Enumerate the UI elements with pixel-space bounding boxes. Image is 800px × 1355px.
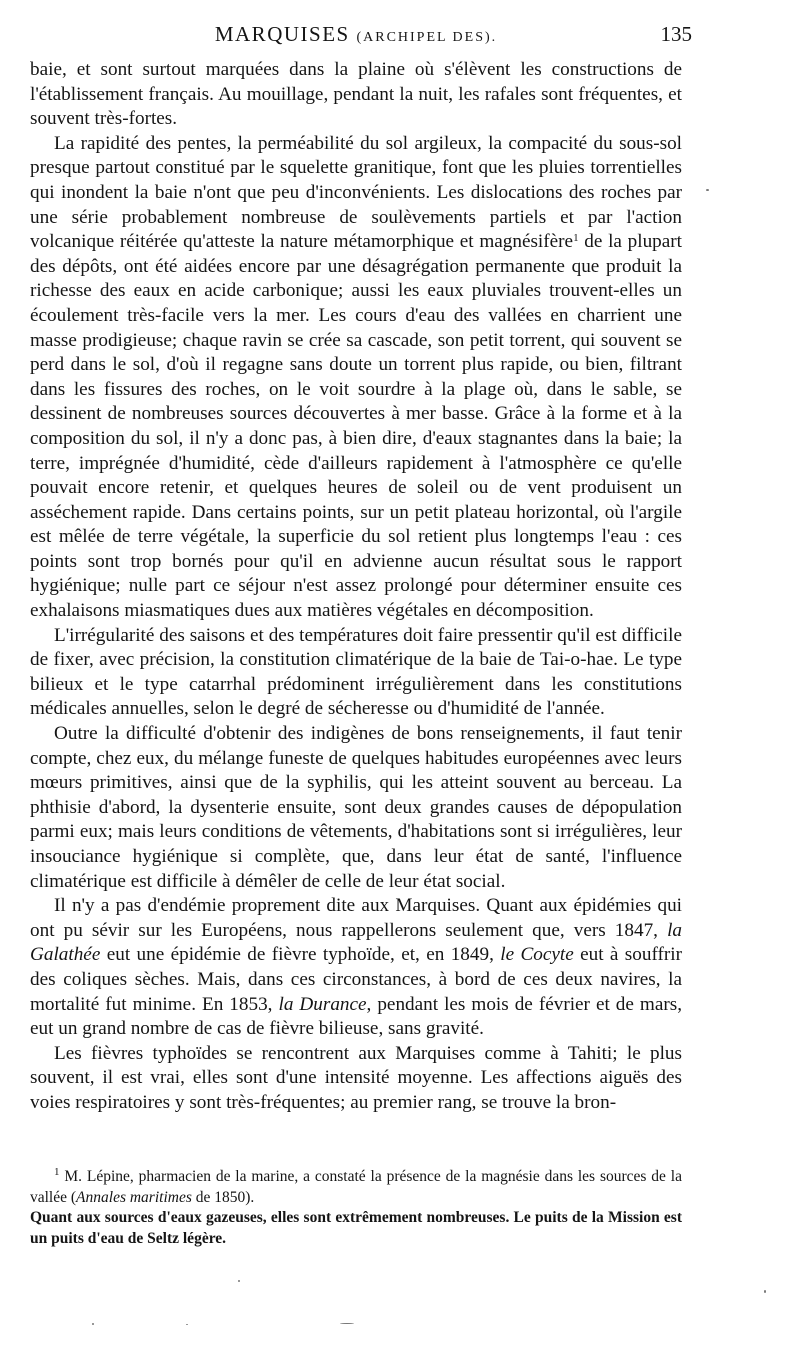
running-head-title [30,22,682,47]
text-segment: de 1850). [191,1188,255,1206]
paragraph [30,894,682,1042]
running-head-main: MARQUISES [214,22,350,46]
text-segment: Outre la difficulté d'obtenir des indigènes de bons renseignements, il faut tenir compte, chez eux, du mélange funeste de quelques habitudes européennes avec leurs mœurs primitives, ainsi que de la syphilis, qui les atteint souvent au berceau. La phthisie d'abord, la dysenterie ensuite, sont deux grandes causes de dépopulation parmi eux; mais leurs conditions de vêtements, d'habitations sont si irrégulières, leur insouciance hygiénique si complète, que, dans leur état de santé, l'influence climatérique est difficile à démêler de celle de leur état social. [30,723,682,892]
text-segment: Les fièvres typhoïdes se rencontrent aux Marquises comme à Tahiti; le plus souvent, il est vrai, elles sont d'une intensité moyenne. Les affections aiguës des voies respiratoires y sont très-fréquentes; au premier rang, se trouve la bron- [30,1042,682,1113]
text-segment: eut une épidémie de fièvre typhoïde, et, en 1849, [100,944,501,966]
scan-speck [764,1290,766,1293]
body-text [30,58,682,1116]
italic-text: la Galathée [30,919,682,966]
scan-speck [92,1323,94,1325]
italic-text: la Durance [278,993,367,1015]
running-head-subtitle: (ARCHIPEL DES). [356,30,498,45]
footnote [30,1208,682,1249]
text-segment: M. Lépine, pharmacien de la marine, a constaté la présence de la magnésie dans les sources de la vallée ( [30,1168,682,1206]
italic-text: le Cocyte [500,944,574,966]
footnote-marker: 1 [573,232,579,245]
text-segment: eut à souffrir des coliques sèches. Mais, dans ces circonstances, à bord de ces deux navires, la mortalité fut minime. En 1853, [30,944,683,1015]
running-head [30,22,692,52]
scan-speck [238,1280,240,1282]
scan-speck [186,1324,188,1325]
text-segment: Il n'y a pas d'endémie proprement dite aux Marquises. Quant aux épidémies qui ont pu sévir sur les Européens, nous rappellerons seulement que, vers 1847, [30,895,682,941]
text-segment: baie, et sont surtout marquées dans la plaine où s'élèvent les constructions de l'établissement français. Au mouillage, pendant la nuit, les rafales sont fréquentes, et souvent très-fortes. [30,59,682,130]
footnote [30,1167,682,1208]
paragraph [30,624,682,722]
page-number: 135 [660,22,692,46]
footnotes [30,1167,682,1249]
text-segment: Quant aux sources d'eaux gazeuses, elles sont extrêmement nombreuses. Le puits de la Mission est un puits d'eau de Seltz légère. [30,1209,682,1247]
italic-text: Annales maritimes [76,1188,192,1206]
scan-speck [706,189,709,191]
text-segment: , pendant les mois de février et de mars, eut un grand nombre de cas de fièvre bilieuse, sans gravité. [30,993,682,1040]
paragraph [30,132,682,624]
scan-speck [340,1323,354,1324]
paragraph [30,722,682,894]
paragraph [30,58,682,132]
text-segment: L'irrégularité des saisons et des températures doit faire pressentir qu'il est difficile de fixer, avec précision, la constitution climatérique de la baie de Tai-o-hae. Le type bilieux et le type catarrhal prédominent irrégulièrement dans les constitutions médicales annuelles, selon le degré de sécheresse ou d'humidité de l'année. [30,624,682,720]
text-segment: La rapidité des pentes, la perméabilité du sol argileux, la compacité du sous-sol presque partout constitué par le squelette granitique, font que les pluies torrentielles qui inondent la baie n'ont que peu d'inconvénients. Les dislocations des roches par une série probablement nombreuse de soulèvements partiels et par l'action volcanique réitérée qu'atteste la nature métamorphique et magnésifère [30,132,682,253]
text-segment: de la plupart des dépôts, ont été aidées encore par une désagrégation permanente que produit la richesse des eaux en acide carbonique; aussi les eaux pluviales trouvent-elles un écoulement très-facile vers la mer. Les cours d'eau des vallées en charrient une masse prodigieuse; chaque ravin se crée sa cascade, son petit torrent, qui souvent se perd dans le sol, d'où il regagne sans doute un torrent plus rapide, ou bien, filtrant dans les fissures des roches, on le voit sourdre à la plage où, dans le sable, se dessinent de nombreuses sources découvertes à mer basse. Grâce à la forme et à la composition du sol, il n'y a donc pas, à bien dire, d'eaux stagnantes dans la baie; la terre, imprégnée d'humidité, cède d'ailleurs rapidement à l'atmosphère ce qu'elle pouvait encore retenir, et quelques heures de soleil ou de vent produisent un asséchement rapide. Dans certains points, sur un petit plateau horizontal, où l'argile est mêlée de terre végétale, la superficie du sol retient plus longtemps l'eau : ces points sont trop bornés pour qu'il en advienne aucun résultat sous le rapport hygiénique; nulle part ce séjour n'est assez prolongé pour déterminer ensuite ces exhalaisons miasmatiques dues aux matières végétales en décomposition. [30,231,682,622]
footnote-marker: 1 [54,1166,60,1178]
paragraph [30,1042,682,1116]
